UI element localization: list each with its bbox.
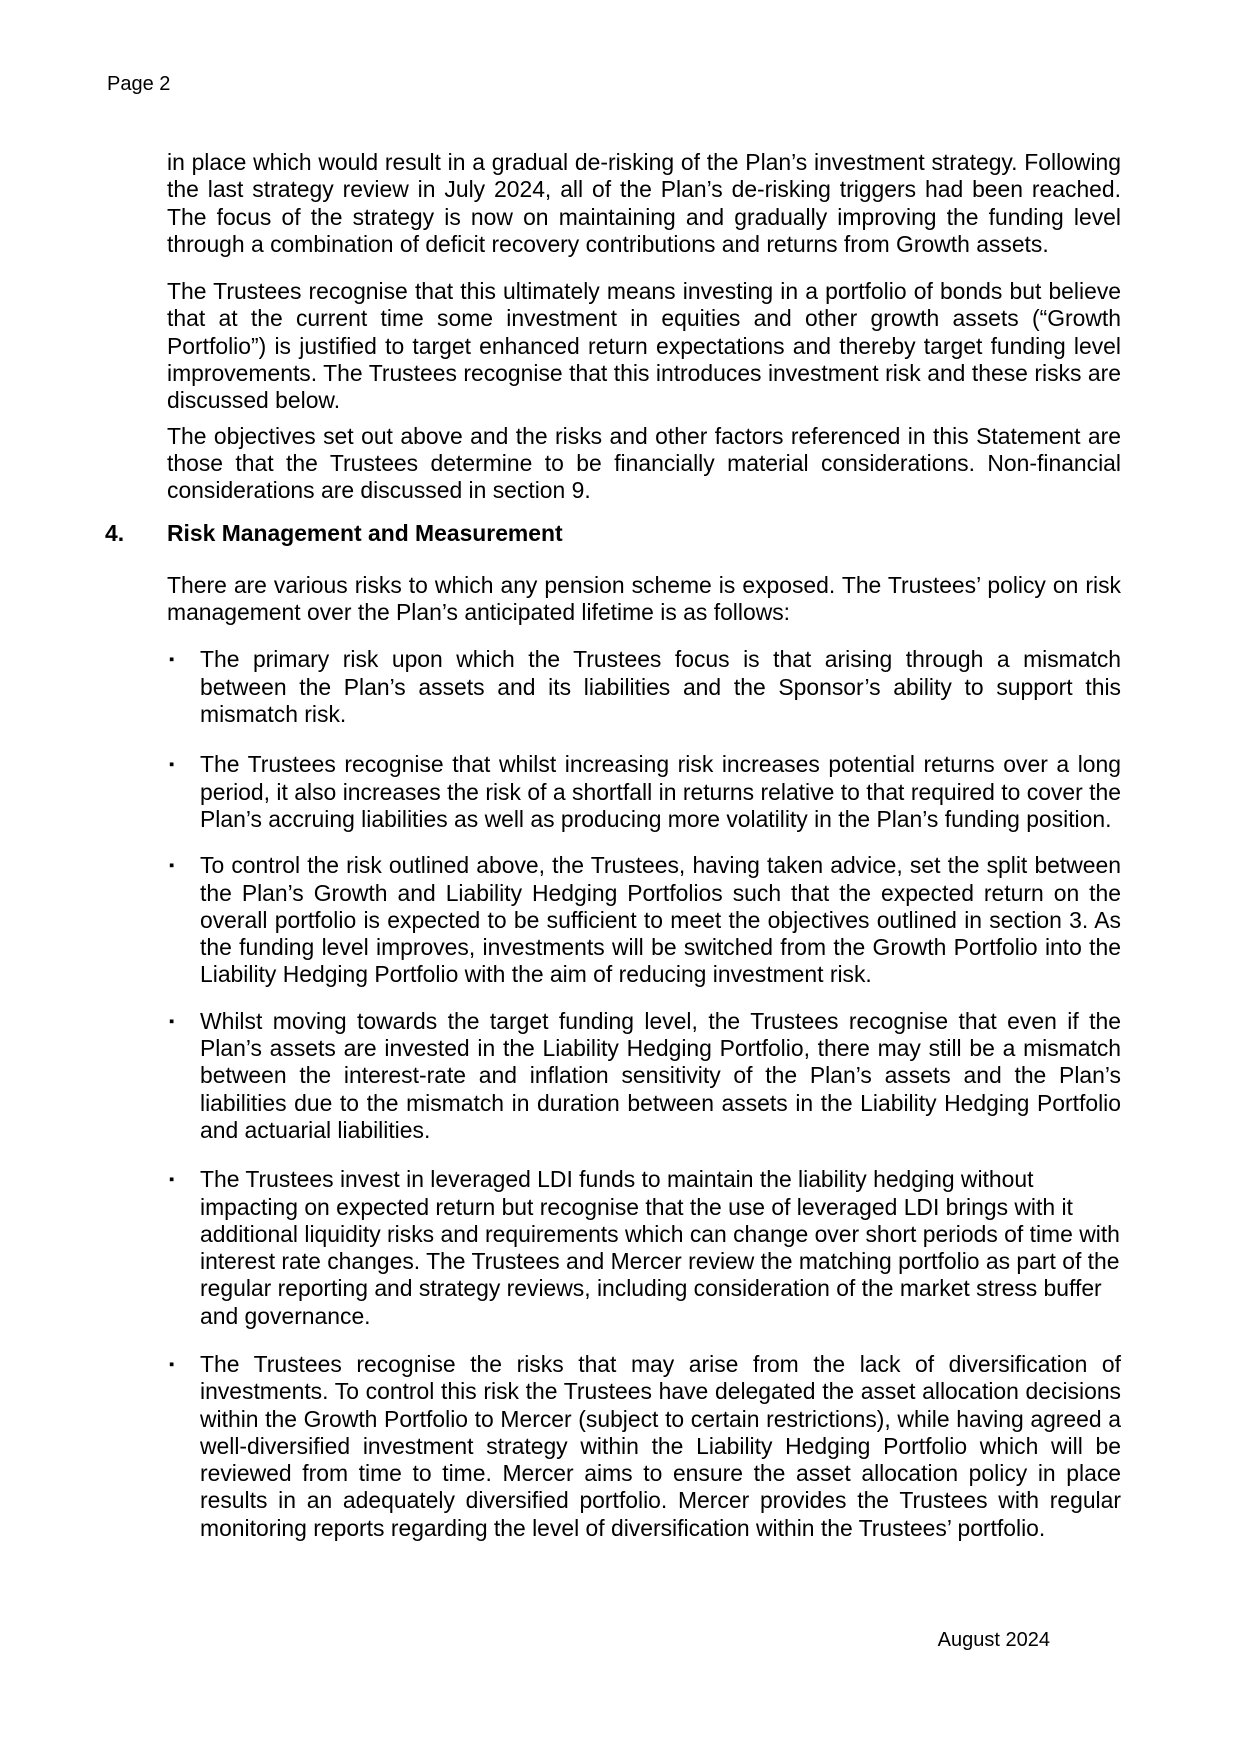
bullet-item [167, 1351, 1121, 1542]
bullet-text: The primary risk upon which the Trustees focus is that arising through a mismatch between the Plan’s assets and its liabilities and the Sponsor’s ability to support this mismatch risk. [200, 646, 1121, 728]
intro-paragraph: There are various risks to which any pension scheme is exposed. The Trustees’ policy on risk management over the Plan’s anticipated lifetime is as follows: [167, 571, 1121, 626]
body-paragraph: The objectives set out above and the risks and other factors referenced in this Statement are those that the Trustees determine to be financially material considerations. Non-financial considerations are discussed in section 9. [167, 422, 1121, 504]
footer-date: August 2024 [937, 1629, 1050, 1651]
section-title: Risk Management and Measurement [167, 519, 563, 546]
bullet-marker: ▪ [169, 1012, 175, 1030]
bullet-text: The Trustees recognise that whilst increasing risk increases potential returns over a long period, it also increases the risk of a shortfall in returns relative to that required to cover the Plan’s accruing liabilities as well as producing more volatility in the Plan’s funding position. [200, 751, 1121, 832]
body-paragraph: The Trustees recognise that this ultimately means investing in a portfolio of bonds but believe that at the current time some investment in equities and other growth assets (“Growth Portfolio”) is justified to target enhanced return expectations and thereby target funding level improvements. The Trustees recognise that this introduces investment risk and these risks are discussed below. [167, 278, 1121, 414]
bullet-list [167, 646, 1121, 1542]
bullet-marker: ▪ [169, 1171, 175, 1189]
bullet-text: The Trustees recognise the risks that may arise from the lack of diversification of investments. To control this risk the Trustees have delegated the asset allocation decisions within the Growth Portfolio to Mercer (subject to certain restrictions), while having agreed a well-diversified investment strategy within the Liability Hedging Portfolio which will be reviewed from time to time. Mercer aims to ensure the asset allocation policy in place results in an adequately diversified portfolio. Mercer provides the Trustees with regular monitoring reports regarding the level of diversification within the Trustees’ portfolio. [200, 1350, 1121, 1541]
bullet-item [167, 1008, 1121, 1144]
body-paragraph: in place which would result in a gradual de-risking of the Plan’s investment strategy. Following the last strategy review in July 2024, all of the Plan’s de-risking triggers had been reached. The focus of the strategy is now on maintaining and gradually improving the funding level through a combination of deficit recovery contributions and returns from Growth assets. [167, 149, 1121, 257]
page-number-label: Page 2 [107, 73, 171, 95]
bullet-text: To control the risk outlined above, the Trustees, having taken advice, set the split between the Plan’s Growth and Liability Hedging Portfolios such that the expected return on the overall portfolio is expected to be sufficient to meet the objectives outlined in section 3. As the funding level improves, investments will be switched from the Growth Portfolio into the Liability Hedging Portfolio with the aim of reducing investment risk. [200, 852, 1121, 988]
bullet-text: The Trustees invest in leveraged LDI funds to maintain the liability hedging without impacting on expected return but recognise that the use of leveraged LDI brings with it additional liquidity risks and requirements which can change over short periods of time with interest rate changes. The Trustees and Mercer review the matching portfolio as part of the regular reporting and strategy reviews, including consideration of the market stress buffer and governance. [200, 1166, 1120, 1329]
bullet-item [167, 751, 1121, 833]
bullet-item [167, 852, 1121, 988]
bullet-item [167, 646, 1121, 728]
page-content [105, 149, 1121, 1542]
bullet-marker: ▪ [169, 857, 175, 875]
bullet-item [167, 1166, 1121, 1330]
section-number: 4. [105, 519, 125, 546]
bullet-marker: ▪ [169, 756, 175, 774]
bullet-marker: ▪ [169, 651, 175, 669]
section-heading [105, 519, 1121, 547]
bullet-text: Whilst moving towards the target funding level, the Trustees recognise that even if the Plan’s assets are invested in the Liability Hedging Portfolio, there may still be a mismatch between the interest-rate and inflation sensitivity of the Plan’s assets and the Plan’s liabilities due to the mismatch in duration between assets in the Liability Hedging Portfolio and actuarial liabilities. [200, 1007, 1121, 1143]
bullet-marker: ▪ [169, 1355, 175, 1373]
